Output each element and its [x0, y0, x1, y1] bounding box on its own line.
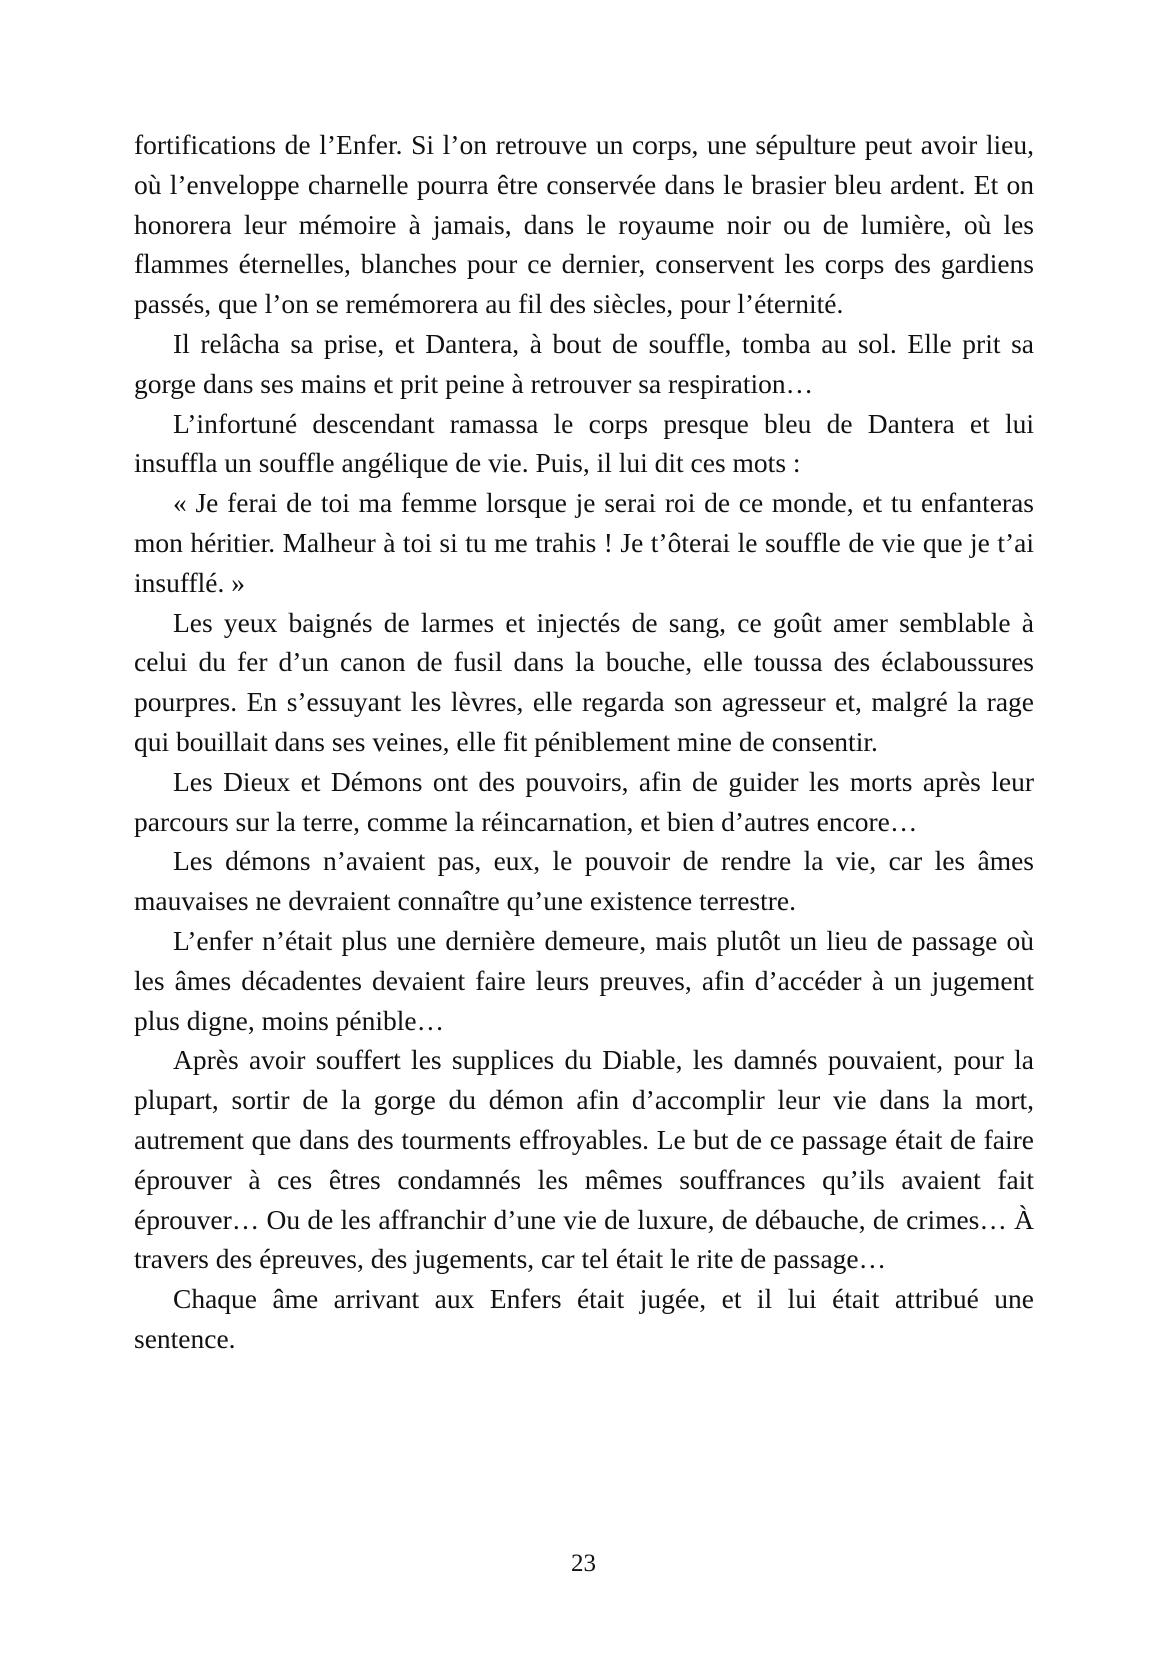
body-text — [134, 125, 1034, 1359]
paragraph: Les Dieux et Démons ont des pouvoirs, afin de guider les morts après leur parcours sur la terre, comme la réincarnation, et bien d’autres encore… — [134, 765, 1034, 837]
paragraph: Les démons n’avaient pas, eux, le pouvoir de rendre la vie, car les âmes mauvaises ne devraient connaître qu’une existence terrestre. — [134, 845, 1034, 917]
paragraph: L’infortuné descendant ramassa le corps presque bleu de Dantera et lui insuffla un souffle angélique de vie. Puis, il lui dit ces mots : — [134, 407, 1034, 479]
paragraph-quote: « Je ferai de toi ma femme lorsque je serai roi de ce monde, et tu enfanteras mon héritier. Malheur à toi si tu me trahis ! Je t’ôterai le souffle de vie que je t’ai insufflé. » — [134, 487, 1034, 598]
page-number: 23 — [571, 1550, 596, 1577]
paragraph: L’enfer n’était plus une dernière demeure, mais plutôt un lieu de passage où les âmes décadentes devaient faire leurs preuves, afin d’accéder à un jugement plus digne, moins pénible… — [134, 924, 1034, 1036]
paragraph: Les yeux baignés de larmes et injectés de sang, ce goût amer semblable à celui du fer d’un canon de fusil dans la bouche, elle toussa des éclaboussures pourpres. En s’essuyant les lèvres, elle regarda son agresseur et, malgré la rage qui bouillait dans ses veines, elle fit péniblement mine de consentir. — [134, 606, 1034, 757]
paragraph: Il relâcha sa prise, et Dantera, à bout de souffle, tomba au sol. Elle prit sa gorge dans ses mains et prit peine à retrouver sa respiration… — [134, 327, 1034, 399]
paragraph: Chaque âme arrivant aux Enfers était jugée, et il lui était attribué une sentence. — [134, 1283, 1034, 1354]
paragraph: Après avoir souffert les supplices du Diable, les damnés pouvaient, pour la plupart, sortir de la gorge du démon afin d’accomplir leur vie dans la mort, autrement que dans des tourments effroyables. Le but de ce passage était de faire éprouver à ces êtres condamnés les mêmes souffrances qu’ils avaient fait éprouver… Ou de les affranchir d’une vie de luxure, de débauche, de crimes… À travers des épreuves, des jugements, car tel était le rite de passage… — [134, 1044, 1034, 1275]
paragraph-continuation: fortifications de l’Enfer. Si l’on retrouve un corps, une sépulture peut avoir lieu, où l’enveloppe charnelle pourra être conservée dans le brasier bleu ardent. Et on honorera leur mémoire à jamais, dans le royaume noir ou de lumière, où les flammes éternelles, blanches pour ce dernier, conservent les corps des gardiens passés, que l’on se remémorera au fil des siècles, pour l’éternité. — [134, 129, 1034, 320]
